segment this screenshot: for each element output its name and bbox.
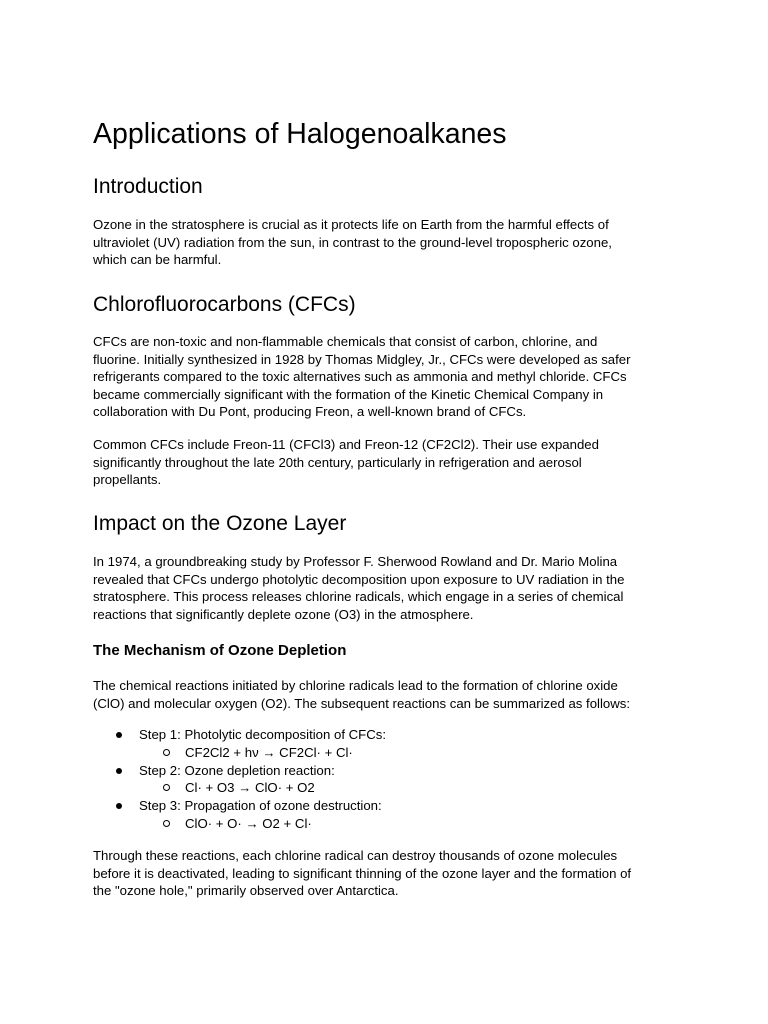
text-line: CFCs are non-toxic and non-flammable chemicals that consist of carbon, chlorine, and: [93, 334, 598, 349]
list-item-reaction-3: [93, 815, 386, 833]
text-line: (ClO) and molecular oxygen (O2). The subsequent reactions can be summarized as follows:: [93, 695, 631, 711]
cfcs-paragraph-1: [93, 333, 683, 421]
list-item-reaction-1: [93, 744, 386, 762]
text-line: reactions that significantly deplete ozone (O3) in the atmosphere.: [93, 606, 474, 622]
text-line: stratosphere. This process releases chlorine radicals, which engage in a series of chemical: [93, 589, 624, 605]
section-heading-cfcs: Chlorofluorocarbons (CFCs): [93, 293, 356, 316]
cfcs-paragraph-2: [93, 436, 683, 489]
text-line: significantly throughout the late 20th century, particularly in refrigeration and aerosol: [93, 454, 582, 470]
hollow-bullet-icon: [163, 749, 170, 756]
document-title: Applications of Halogenoalkanes: [93, 118, 507, 150]
reaction-equation: Cl· + O3 → ClO· + O2: [185, 780, 315, 796]
text-line: ultraviolet (UV) radiation from the sun, in contrast to the ground-level tropospheric ozone,: [93, 234, 612, 250]
text-line: Through these reactions, each chlorine radical can destroy thousands of ozone molecules: [93, 848, 618, 863]
text-line: refrigerants compared to the toxic alternatives such as ammonia and methyl chloride. CFCs: [93, 369, 627, 385]
text-line: became commercially significant with the formation of the Kinetic Chemical Company in: [93, 386, 604, 402]
mechanism-conclusion-paragraph: [93, 847, 683, 900]
list-item-step-2: [93, 762, 386, 780]
text-line: Ozone in the stratosphere is crucial as it protects life on Earth from the harmful effects of: [93, 217, 609, 232]
reaction-equation: CF2Cl2 + hν → CF2Cl· + Cl·: [185, 744, 353, 760]
text-line: fluorine. Initially synthesized in 1928 by Thomas Midgley, Jr., CFCs were developed as safer: [93, 351, 631, 367]
hollow-bullet-icon: [163, 784, 170, 791]
text-line: collaboration with Du Pont, producing Freon, a well-known brand of CFCs.: [93, 404, 527, 420]
subsection-heading-mechanism: The Mechanism of Ozone Depletion: [93, 642, 347, 659]
step-label: Step 2: Ozone depletion reaction:: [139, 762, 335, 778]
ozone-impact-paragraph: [93, 553, 683, 623]
reaction-steps-list: [93, 726, 386, 833]
text-line: The chemical reactions initiated by chlorine radicals lead to the formation of chlorine oxide: [93, 678, 618, 693]
text-line: before it is deactivated, leading to significant thinning of the ozone layer and the formation of: [93, 865, 632, 881]
introduction-paragraph: [93, 216, 683, 269]
text-line: which can be harmful.: [93, 252, 222, 268]
text-line: propellants.: [93, 472, 162, 488]
list-item-step-3: [93, 797, 386, 815]
section-heading-ozone-impact: Impact on the Ozone Layer: [93, 512, 347, 535]
text-line: Common CFCs include Freon-11 (CFCl3) and Freon-12 (CF2Cl2). Their use expanded: [93, 437, 599, 452]
list-item-step-1: [93, 726, 386, 744]
list-item-reaction-2: [93, 779, 386, 797]
step-label: Step 3: Propagation of ozone destruction:: [139, 798, 382, 814]
section-heading-introduction: Introduction: [93, 175, 203, 198]
bullet-icon: [116, 732, 122, 738]
text-line: In 1974, a groundbreaking study by Professor F. Sherwood Rowland and Dr. Mario Molina: [93, 554, 618, 569]
hollow-bullet-icon: [163, 820, 170, 827]
mechanism-intro-paragraph: [93, 677, 683, 712]
text-line: the "ozone hole," primarily observed over Antarctica.: [93, 883, 399, 899]
reaction-equation: ClO· + O· → O2 + Cl·: [185, 815, 312, 831]
text-line: revealed that CFCs undergo photolytic decomposition upon exposure to UV radiation in the: [93, 571, 625, 587]
bullet-icon: [116, 768, 122, 774]
bullet-icon: [116, 803, 122, 809]
step-label: Step 1: Photolytic decomposition of CFCs:: [139, 727, 387, 742]
